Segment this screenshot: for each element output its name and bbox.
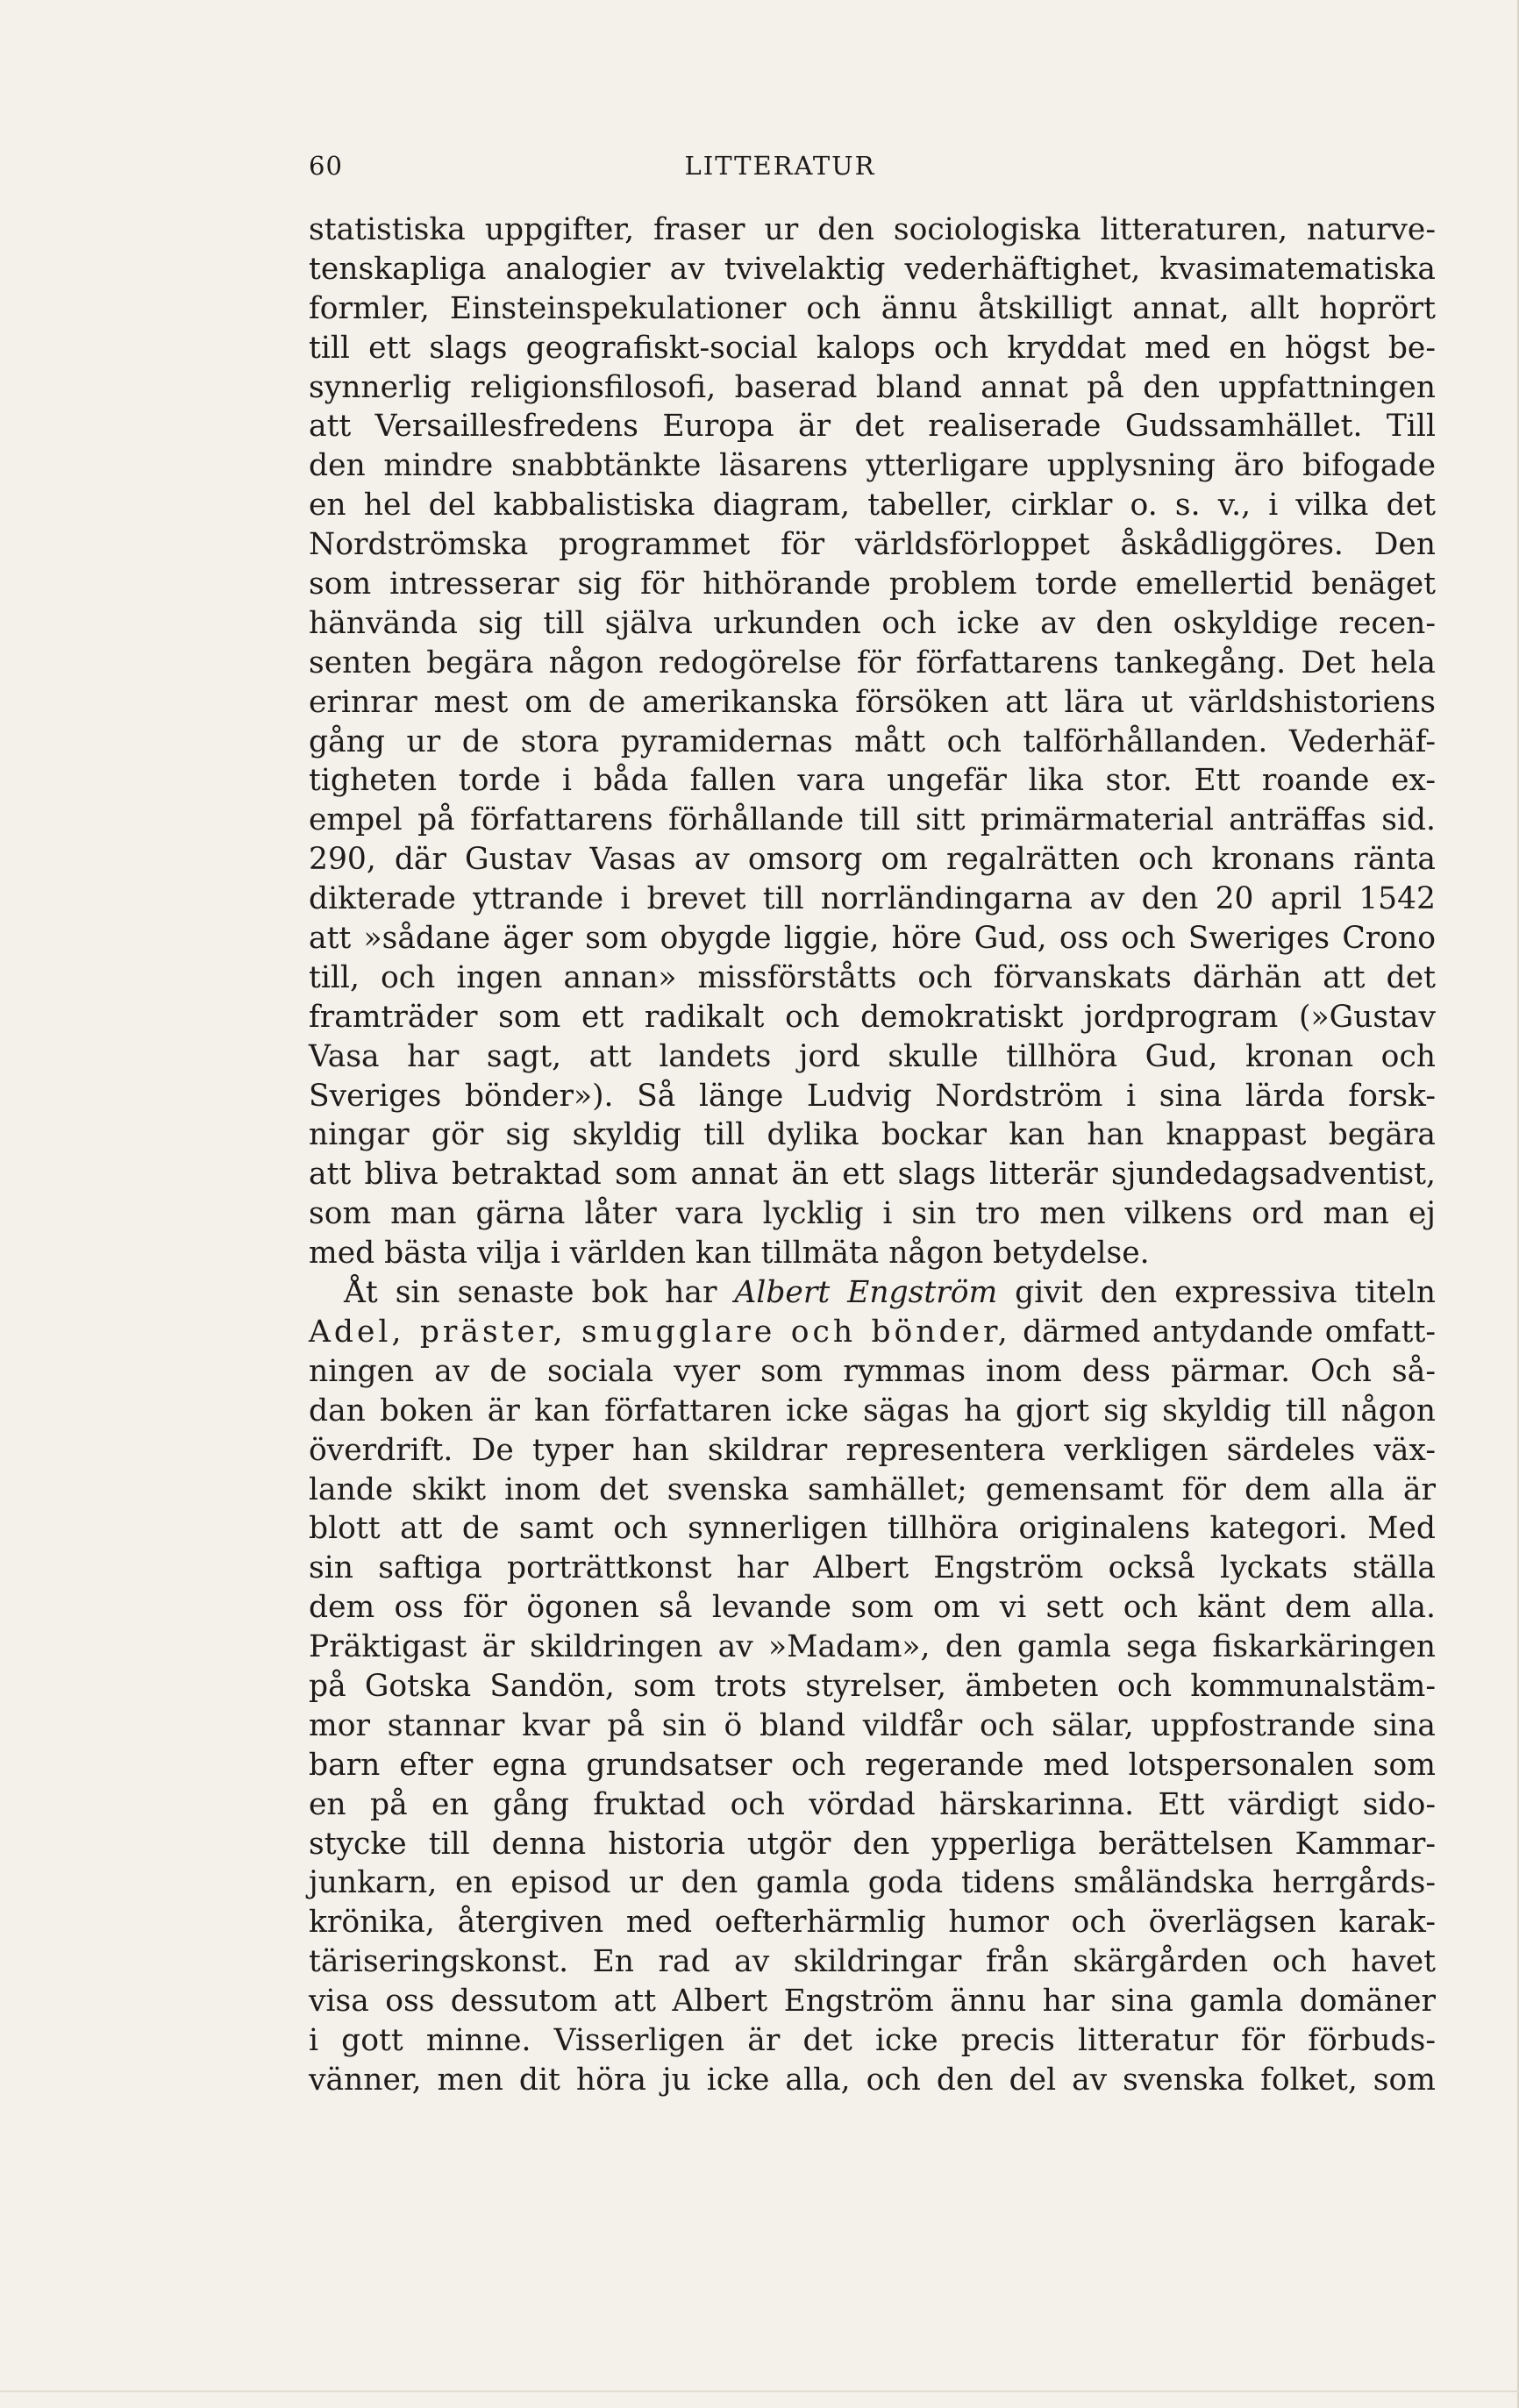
text-line: tenskapliga analogier av tvivelaktig vederhäftighet, kvasimatematiska [309,251,1436,287]
text-line: som intresserar sig för hithörande problem torde emellertid benäget [309,566,1436,602]
text-line: senten begära någon redogörelse för författarens tankegång. Det hela [309,645,1436,680]
text-line: att Versaillesfredens Europa är det realiserade Gudssamhället. Till [309,409,1436,445]
text-line: att »sådane äger som obygde liggie, höre Gud, oss och Sweriges Crono [309,921,1436,957]
text-line: dan boken är kan författaren icke sägas ha gjort sig skyldig till någon [309,1393,1436,1428]
text-line: Vasa har sagt, att landets jord skulle tillhöra Gud, kronan och [309,1038,1436,1074]
text-line: visa oss dessutom att Albert Engström ännu har sina gamla domäner [309,1984,1436,2020]
text-line: barn efter egna grundsatser och regerande med lotspersonalen som [309,1747,1436,1783]
text-line: empel på författarens förhållande till sitt primärmaterial anträffas sid. [309,802,1436,838]
text-line: med bästa vilja i världen kan tillmäta någon betydelse. [309,1236,1150,1272]
text-line: en hel del kabbalistiska diagram, tabeller, cirklar o. s. v., i vilka det [309,488,1436,524]
text-line: blott att de samt och synnerligen tillhöra originalens kategori. Med [309,1511,1436,1547]
text-line: sin saftiga porträttkonst har Albert Engström också lyckats ställa [309,1550,1436,1586]
text-line: som man gärna låter vara lycklig i sin tro men vilkens ord man ej [309,1196,1436,1232]
text-line: Åt sin senaste bok har Albert Engström givit den expressiva titeln [344,1275,1436,1311]
text-line: hänvända sig till själva urkunden och icke av den oskyldige recen- [309,605,1436,641]
text-line: en på en gång fruktad och vördad härskarinna. Ett värdigt sido- [309,1786,1436,1822]
text-line: dikterade yttrande i brevet till norrländingarna av den 20 april 1542 [309,881,1436,917]
paragraph-1 [309,210,1436,1273]
text-line: på Gotska Sandön, som trots styrelser, ämbeten och kommunalstäm- [309,1668,1436,1704]
text-line: Sveriges bönder»). Så länge Ludvig Nordström i sina lärda forsk- [309,1078,1436,1114]
text-line: erinrar mest om de amerikanska försöken att lära ut världshistoriens [309,684,1436,720]
text-line: statistiska uppgifter, fraser ur den sociologiska litteraturen, naturve- [309,212,1436,247]
body-text [309,210,1436,2100]
bottom-rule [0,2390,1519,2392]
running-head: LITTERATUR [684,151,876,181]
text-line: krönika, återgiven med oefterhärmlig humor och överlägsen karak- [309,1905,1436,1941]
text-line: stycke till denna historia utgör den ypperliga berättelsen Kammar- [309,1826,1436,1862]
page-header [309,151,1252,186]
text-line: den mindre snabbtänkte läsarens ytterligare upplysning äro bifogade [309,448,1436,484]
text-line: synnerlig religionsfilosofi, baserad bland annat på den uppfattningen [309,369,1436,405]
text-line: till ett slags geografiskt-social kalops och kryddat med en högst be- [309,330,1436,366]
text-line: tigheten torde i båda fallen vara ungefär lika stor. Ett roande ex- [309,763,1436,799]
text-line: till, och ingen annan» missförståtts och förvanskats därhän att det [309,959,1436,995]
text-line: formler, Einsteinspekulationer och ännu åtskilligt annat, allt hoprört [309,290,1436,326]
author-name-italic: Albert Engström [734,1275,998,1311]
text-line: dem oss för ögonen så levande som om vi sett och känt dem alla. [309,1590,1436,1626]
text-line: gång ur de stora pyramidernas mått och talförhållanden. Vederhäf- [309,723,1436,759]
text-line: ningar gör sig skyldig till dylika bockar kan han knappast begära [309,1117,1436,1153]
text-line: 290, där Gustav Vasas av omsorg om regalrätten och kronans ränta [309,842,1436,878]
paragraph-2 [309,1273,1436,2100]
text-line: överdrift. De typer han skildrar representera verkligen särdeles väx- [309,1432,1436,1468]
text-line: Präktigast är skildringen av »Madam», den gamla sega fiskarkäringen [309,1629,1436,1665]
text-line: ningen av de sociala vyer som rymmas inom dess pärmar. Och så- [309,1353,1436,1389]
book-title-spaced: Adel, präster, smugglare och bönder, [309,1314,1011,1350]
page-number: 60 [309,151,343,181]
text-line: lande skikt inom det svenska samhället; gemensamt för dem alla är [309,1471,1436,1507]
text-line: junkarn, en episod ur den gamla goda tidens småländska herrgårds- [309,1865,1436,1901]
text-line: Nordströmska programmet för världsförloppet åskådliggöres. Den [309,527,1436,563]
text-line: Adel, präster, smugglare och bönder, därmed antydande omfatt- [309,1314,1436,1350]
text-line: mor stannar kvar på sin ö bland vildfår och sälar, uppfostrande sina [309,1707,1436,1743]
text-line: täriseringskonst. En rad av skildringar från skärgården och havet [309,1944,1436,1980]
text-line: vänner, men dit höra ju icke alla, och den del av svenska folket, som [309,2062,1436,2098]
text-line: att bliva betraktad som annat än ett slags litterär sjundedagsadventist, [309,1157,1436,1193]
text-line: framträder som ett radikalt och demokratiskt jordprogram (»Gustav [309,999,1436,1035]
text-line: i gott minne. Visserligen är det icke precis litteratur för förbuds- [309,2022,1436,2058]
